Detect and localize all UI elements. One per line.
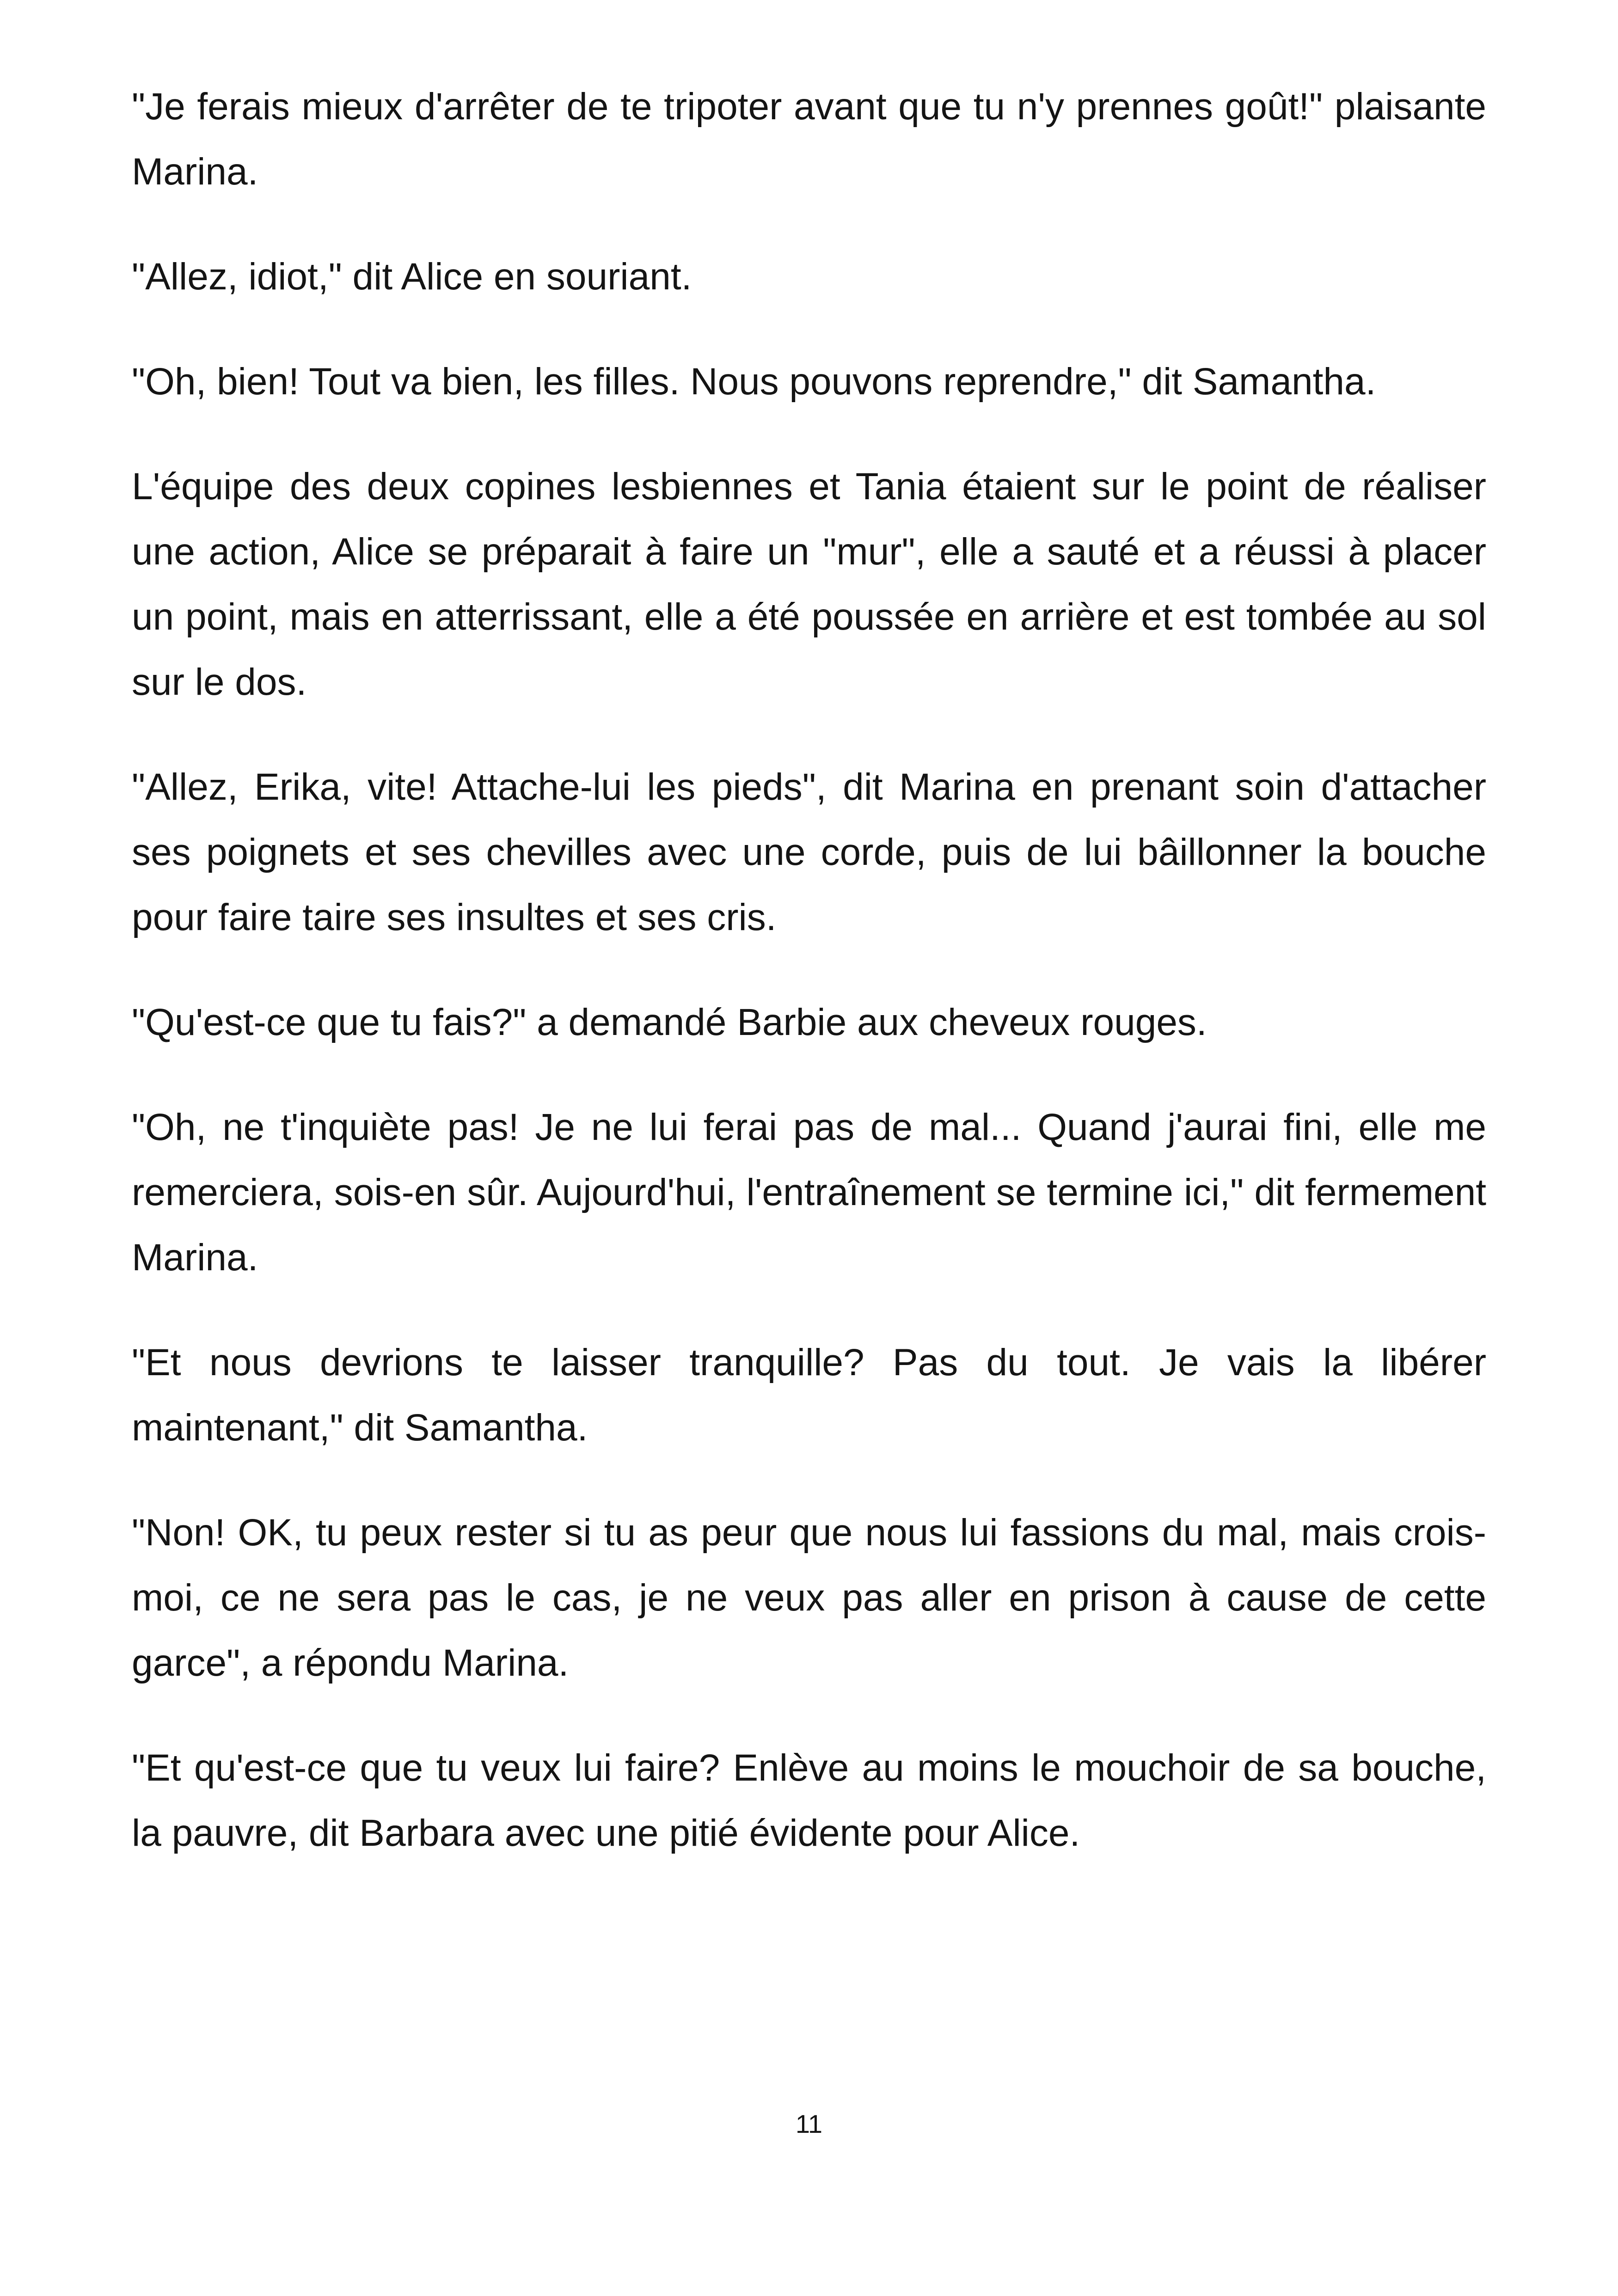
- paragraph-4: L'équipe des deux copines lesbiennes et Tania étaient sur le point de réaliser une action, Alice se préparait à faire un "mur", elle a sauté et a réussi à placer un point, mais en atterrissant, elle a été poussée en arrière et est tombée au sol sur le dos.: [132, 465, 1486, 703]
- paragraph-9: "Non! OK, tu peux rester si tu as peur que nous lui fassions du mal, mais crois-moi, ce ne sera pas le cas, je ne veux pas aller en prison à cause de cette garce", a répondu Marina.: [132, 1512, 1486, 1684]
- body-text: [132, 74, 1486, 1905]
- paragraph-5: "Allez, Erika, vite! Attache-lui les pieds", dit Marina en prenant soin d'attacher ses poignets et ses chevilles avec une corde, puis de lui bâillonner la bouche pour faire taire ses insultes et ses cris.: [132, 766, 1486, 938]
- page-number: 11: [795, 2109, 823, 2138]
- paragraph-6: "Qu'est-ce que tu fais?" a demandé Barbie aux cheveux rouges.: [132, 1001, 1207, 1043]
- paragraph-8: "Et nous devrions te laisser tranquille? Pas du tout. Je vais la libérer maintenant," dit Samantha.: [132, 1341, 1486, 1449]
- paragraph-1: "Je ferais mieux d'arrêter de te tripoter avant que tu n'y prennes goût!" plaisante Marina.: [132, 86, 1486, 193]
- paragraph-2: "Allez, idiot," dit Alice en souriant.: [132, 256, 692, 298]
- paragraph-3: "Oh, bien! Tout va bien, les filles. Nous pouvons reprendre," dit Samantha.: [132, 361, 1376, 403]
- paragraph-10: "Et qu'est-ce que tu veux lui faire? Enlève au moins le mouchoir de sa bouche, la pauvre, dit Barbara avec une pitié évidente pour Alice.: [132, 1747, 1486, 1854]
- paragraph-7: "Oh, ne t'inquiète pas! Je ne lui ferai pas de mal... Quand j'aurai fini, elle me remerciera, sois-en sûr. Aujourd'hui, l'entraînement se termine ici," dit fermement Marina.: [132, 1106, 1486, 1279]
